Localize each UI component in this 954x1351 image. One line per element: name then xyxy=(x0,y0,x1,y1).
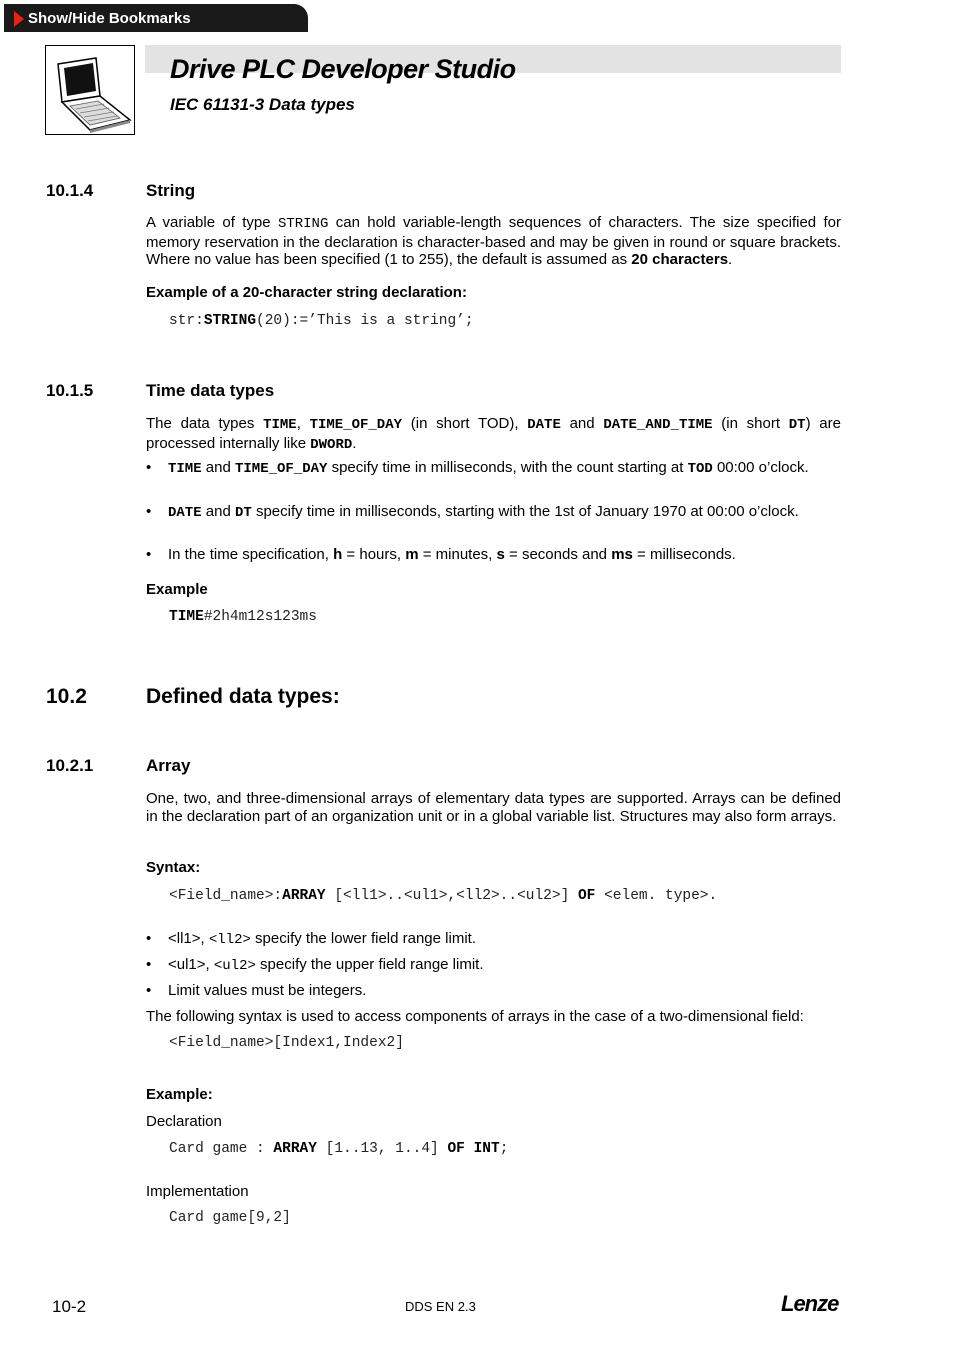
code-sample: str:STRING(20):=’This is a string’; xyxy=(169,313,474,329)
page-number: 10-2 xyxy=(52,1297,87,1316)
brand-logo: Lenze xyxy=(781,1291,839,1316)
section-number: 10.1.5 xyxy=(46,381,94,400)
laptop-icon xyxy=(45,45,135,135)
show-hide-bookmarks-button[interactable] xyxy=(4,4,308,32)
bullet-icon: • xyxy=(146,503,152,520)
code-sample: Card game : ARRAY [1..13, 1..4] OF INT; xyxy=(169,1141,509,1157)
paragraph: One, two, and three-dimensional arrays of elementary data types are supported. Arrays can be defined in the declaration part of an organization unit or in a global variable list. Structures may also form arrays. xyxy=(146,790,841,825)
document-title: Drive PLC Developer Studio xyxy=(170,54,516,84)
bullet-icon: • xyxy=(146,982,152,999)
bullet-icon: • xyxy=(146,459,152,476)
access-text: The following syntax is used to access components of arrays in the case of a two-dimensional field: xyxy=(146,1008,804,1025)
list-item: DATE and DT specify time in milliseconds, starting with the 1st of January 1970 at 00:00 o’clock. xyxy=(168,503,799,521)
example-heading: Example xyxy=(146,581,208,598)
list-item: Limit values must be integers. xyxy=(168,982,367,999)
example-heading: Example: xyxy=(146,1086,213,1103)
list-item: <ul1>, <ul2> specify the upper field range limit. xyxy=(168,956,484,974)
code-sample: TIME#2h4m12s123ms xyxy=(169,609,317,625)
declaration-label: Declaration xyxy=(146,1113,222,1130)
implementation-label: Implementation xyxy=(146,1183,249,1200)
section-title: String xyxy=(146,181,196,200)
section-title: Defined data types: xyxy=(146,685,340,708)
section-number: 10.2 xyxy=(46,685,87,708)
bullet-icon: • xyxy=(146,956,152,973)
bookmark-arrow-icon xyxy=(14,11,24,27)
paragraph: A variable of type STRING can hold variable-length sequences of characters. The size specified for memory reservation in the declaration is character-based and may be given in round or square brackets. Where no value has been specified (1 to 255), the default is assumed as 20 characters. xyxy=(146,214,841,268)
section-number: 10.2.1 xyxy=(46,756,94,775)
list-item: TIME and TIME_OF_DAY specify time in milliseconds, with the count starting at TOD 00:00 o’clock. xyxy=(168,459,809,477)
section-title: Time data types xyxy=(146,381,275,400)
list-item: <ll1>, <ll2> specify the lower field range limit. xyxy=(168,930,476,948)
document-code: DDS EN 2.3 xyxy=(405,1299,476,1314)
section-title: Array xyxy=(146,756,191,775)
code-sample: <Field_name>[Index1,Index2] xyxy=(169,1035,404,1051)
code-sample: Card game[9,2] xyxy=(169,1210,291,1226)
code-sample: <Field_name>:ARRAY [<ll1>..<ul1>,<ll2>..<ul2>] OF <elem. type>. xyxy=(169,888,718,904)
list-item: In the time specification, h = hours, m = minutes, s = seconds and ms = milliseconds. xyxy=(168,546,736,563)
syntax-heading: Syntax: xyxy=(146,859,201,876)
example-heading: Example of a 20-character string declaration: xyxy=(146,284,467,301)
bullet-icon: • xyxy=(146,546,152,563)
paragraph: The data types TIME, TIME_OF_DAY (in short TOD), DATE and DATE_AND_TIME (in short DT) are processed internally like DWORD. xyxy=(146,415,841,453)
bullet-icon: • xyxy=(146,930,152,947)
bookmark-label: Show/Hide Bookmarks xyxy=(28,10,191,27)
section-number: 10.1.4 xyxy=(46,181,94,200)
document-subtitle: IEC 61131-3 Data types xyxy=(170,95,355,114)
